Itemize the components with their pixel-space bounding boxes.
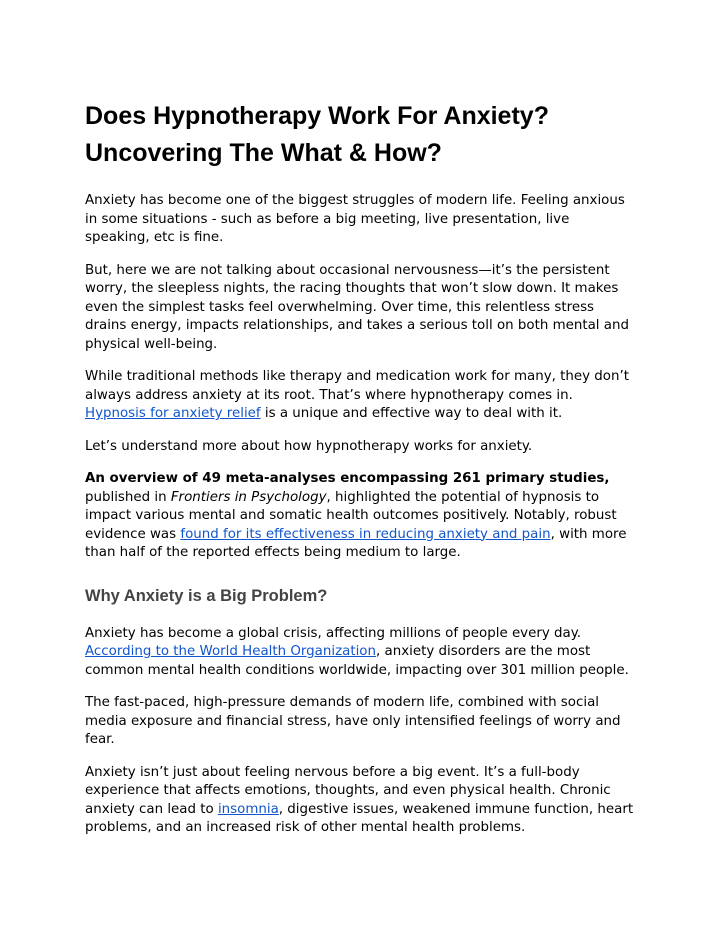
intro-p3-text-after: is a unique and effective way to deal with it.	[260, 406, 563, 421]
effectiveness-study-link[interactable]: found for its effectiveness in reducing anxiety and pain	[180, 526, 551, 542]
intro-paragraph-2: But, here we are not talking about occasional nervousness—it’s the persistent worry, the sleepless nights, the racing thoughts that won’t slow down. It makes even the simplest tasks feel overwhelming. Over time, this relentless stress drains energy, impacts relationships, and takes a serious toll on both mental and physical well-being.	[85, 262, 629, 352]
intro-paragraph-4: Let’s understand more about how hypnotherapy works for anxiety.	[85, 438, 533, 454]
intro-p3-text-before: While traditional methods like therapy and medication work for many, they don’t always address anxiety at its root. That’s where hypnotherapy comes in.	[85, 369, 629, 403]
section1-p3-text-after: , digestive issues, weakened immune function, heart problems, and an increased risk of other mental health problems.	[85, 801, 634, 835]
section1-paragraph-2: The fast-paced, high-pressure demands of modern life, combined with social media exposure and financial stress, have only intensified feelings of worry and fear.	[85, 695, 621, 747]
section1-paragraph-3	[85, 764, 637, 838]
insomnia-link[interactable]: insomnia	[217, 801, 279, 817]
intro-p5-text-2: , highlighted the potential of hypnosis to impact various mental and somatic health outcomes positively. Notably, robust evidence was	[85, 489, 617, 542]
intro-p5-text-3: , with more than half of the reported effects being medium to large.	[85, 526, 627, 560]
journal-name: Frontiers in Psychology	[170, 489, 327, 505]
meta-analysis-bold-text: An overview of 49 meta-analyses encompassing 261 primary studies,	[85, 471, 610, 486]
intro-p5-text-1: published in	[85, 489, 171, 505]
section1-paragraph-1	[85, 625, 637, 681]
section-heading-why-anxiety: Why Anxiety is a Big Problem?	[85, 586, 328, 605]
section1-p3-text-before: Anxiety isn’t just about feeling nervous before a big event. It’s a full-body experience that affects emotions, thoughts, and even physical health. Chronic anxiety can lead to	[85, 764, 611, 817]
hypnosis-anxiety-relief-link[interactable]: Hypnosis for anxiety relief	[85, 406, 261, 421]
intro-paragraph-5	[85, 470, 637, 563]
page-title: Does Hypnotherapy Work For Anxiety? Uncovering The What & How?	[85, 102, 549, 167]
section1-p1-text-after: , anxiety disorders are the most common mental health conditions worldwide, impacting over 301 million people.	[85, 644, 629, 678]
intro-paragraph-3	[85, 368, 637, 424]
who-link[interactable]: According to the World Health Organization	[85, 644, 376, 659]
section1-p1-text-before: Anxiety has become a global crisis, affecting millions of people every day.	[85, 625, 582, 641]
document-page	[85, 98, 637, 852]
intro-paragraph-1: Anxiety has become one of the biggest struggles of modern life. Feeling anxious in some situations - such as before a big meeting, live presentation, live speaking, etc is fine.	[85, 193, 625, 245]
